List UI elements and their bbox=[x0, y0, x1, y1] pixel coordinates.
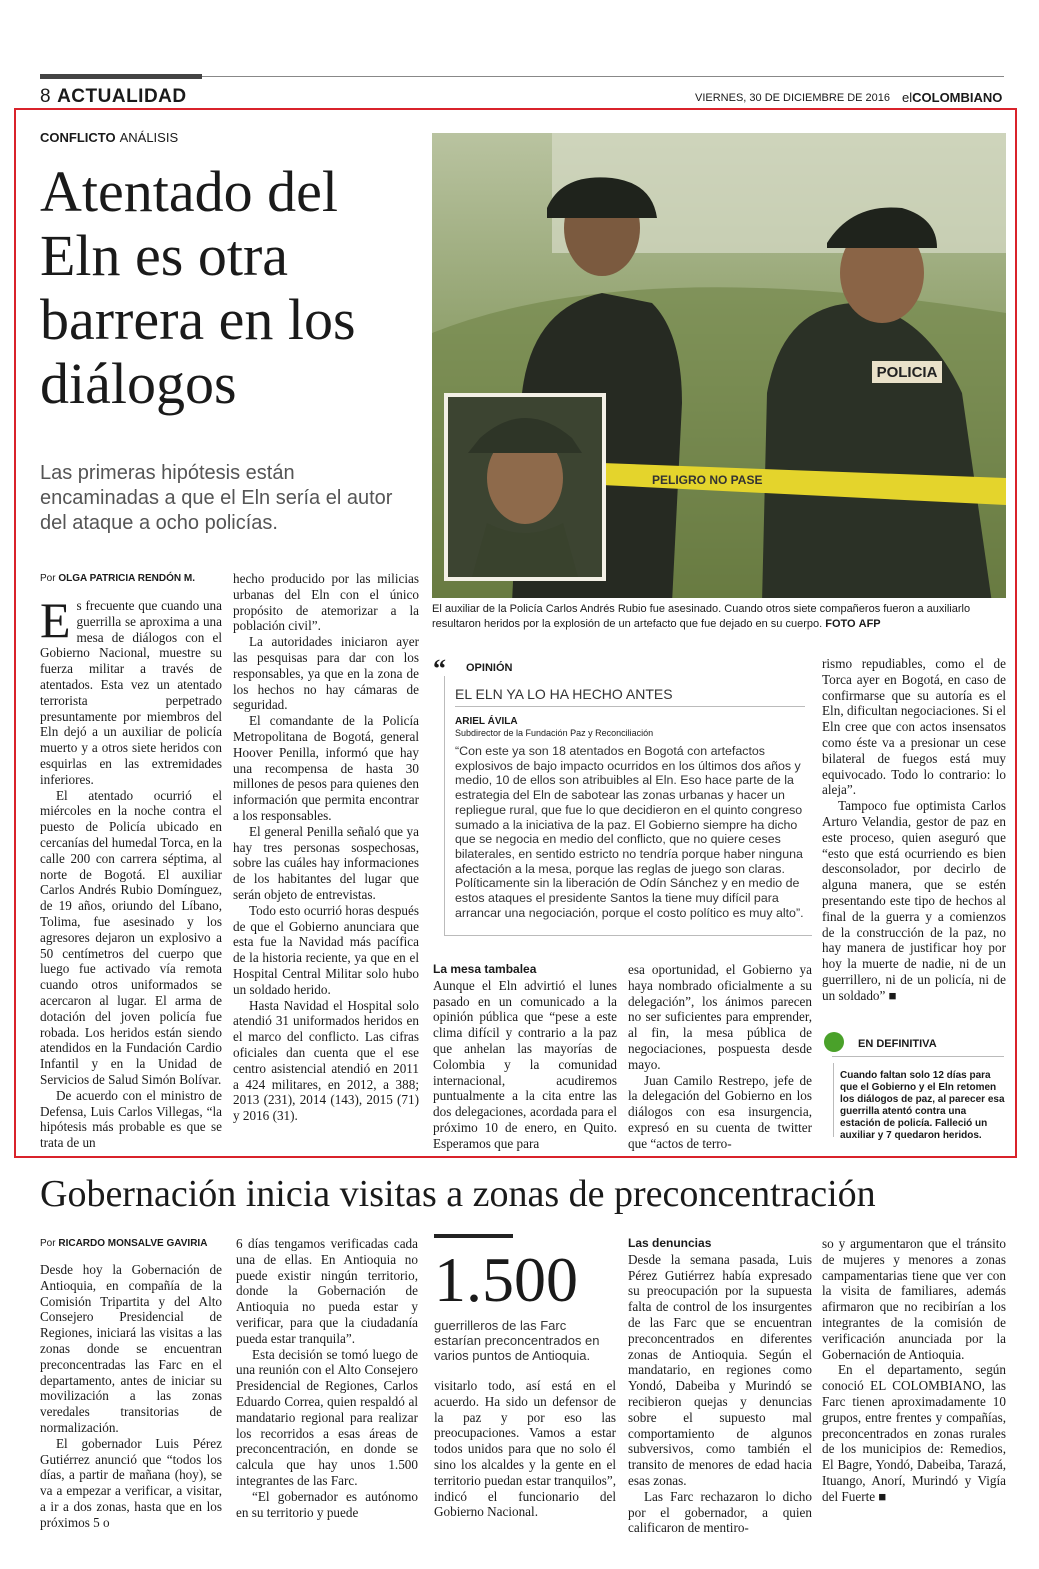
paragraph: visitarlo todo, así está en el acuerdo. Ha sido un defensor de la paz y por eso las preocupaciones. Vamos a estar todos unidos para que no solo él sino los alcaldes y la gente en el territorio puedan estar tranquilos”, indicó el funcionario del Gobierno Nacional. bbox=[434, 1378, 616, 1520]
quote-icon: “ bbox=[433, 654, 446, 683]
section-name: ACTUALIDAD bbox=[57, 86, 187, 107]
logo-name: COLOMBIANO bbox=[912, 90, 1003, 105]
byline bbox=[40, 573, 195, 584]
paragraph: En el departamento, según conoció EL COLOMBIANO, las Farc tienen aproximadamente 10 grupos, entre frentes y compañías, preconcentrados en zonas rurales de los municipios de: Remedios, El Bagre, Yondó, Dabeiba, Tarazá, Ituango, Anorí, Murindó y Vigía del Fuerte ■ bbox=[822, 1362, 1006, 1504]
article-headline: Atentado del Eln es otra barrera en los diálogos bbox=[40, 159, 356, 416]
photo-credit-label: FOTO bbox=[825, 618, 856, 630]
drop-cap: E bbox=[40, 592, 71, 648]
photo-illustration bbox=[432, 133, 1006, 598]
paragraph: 6 días tengamos verificadas cada una de ellas. En Antioquia no puede existir ningún territorio, donde la Gobernación de Antioquia no pueda estar y verificar, para que la ciudadanía pueda estar tranquila”. bbox=[236, 1236, 418, 1346]
article2-column-5 bbox=[822, 1236, 1006, 1505]
paragraph: Aunque el Eln advirtió el lunes pasado en un comunicado a la opinión pública que “pese a este clima difícil y contrario a la paz que anhelan las mayorías de Colombia y la comunidad internacional, acudiremos puntualmente a la cita entre las dos delegaciones, acordada para el próximo 10 de enero, en Quito. Esperamos que para bbox=[433, 977, 617, 1151]
paragraph: so y argumentaron que el tránsito de mujeres y menores a zonas campamentarias tiene que ver con la visita de familiares, además afirmaron que no recibirían a los integrantes de la comisión de verificación anunciada por la Gobernación de Antioquia. bbox=[822, 1236, 1006, 1362]
paragraph: De acuerdo con el ministro de Defensa, Luis Carlos Villegas, “la hipótesis más probable es que se trata de un bbox=[40, 1087, 222, 1151]
paragraph: rismo repudiables, como el de Torca ayer en Bogotá, en caso de confirmarse que su autoría es el Eln, dificultan negociaciones. Si el Eln cree que con actos insensatos como éste va a presionar un cese bilateral de fuegos está muy equivocado. Todo lo contrario: lo aleja”. bbox=[822, 656, 1006, 798]
paragraph: El gobernador Luis Pérez Gutiérrez anunció que “todos los días, a partir de mañana (hoy), se va a empezar a verificar, a visitar, a ir a dos zonas, hasta que en los próximos 5 o bbox=[40, 1435, 222, 1530]
article1-column-3 bbox=[433, 962, 617, 1152]
byline-name: RICARDO MONSALVE GAVIRIA bbox=[58, 1238, 208, 1249]
article2-column-4 bbox=[628, 1236, 812, 1536]
opinion-label: OPINIÓN bbox=[466, 662, 513, 674]
paragraph bbox=[40, 592, 222, 788]
subhead: Las denuncias bbox=[628, 1236, 712, 1250]
stat-caption: guerrilleros de las Farc estarían preconcentrados en varios puntos de Antioquia. bbox=[434, 1318, 600, 1363]
stat-number: 1.500 bbox=[434, 1244, 578, 1315]
en-definitiva-icon bbox=[824, 1032, 844, 1052]
issue-date: VIERNES, 30 DE DICIEMBRE DE 2016 bbox=[695, 92, 891, 104]
paragraph: La autoridades iniciaron ayer las pesquisas para dar con los responsables, ya que en la zona de los hechos no hay cámaras de seguridad. bbox=[233, 634, 419, 713]
paragraph: Hasta Navidad el Hospital solo atendió 31 uniformados heridos en el marco del conflicto. Las cifras oficiales dan cuenta que el ese centro asistencial atendió en 2011 a 424 militares, en 2012, a 388; 2013 (231), 2014 (143), 2015 (71) y 2016 (31). bbox=[233, 997, 419, 1124]
byline-prefix: Por bbox=[40, 573, 56, 584]
article1-column-1 bbox=[40, 592, 222, 1151]
header-bar bbox=[40, 74, 202, 79]
opinion-role: Subdirector de la Fundación Paz y Reconciliación bbox=[455, 728, 654, 738]
badge-text: POLICIA bbox=[876, 364, 938, 381]
article1-column-5 bbox=[822, 656, 1006, 1004]
photo-caption bbox=[432, 602, 1006, 632]
kicker bbox=[40, 130, 178, 145]
tape-text: PELIGRO NO PASE bbox=[652, 473, 763, 487]
article2-column-2 bbox=[236, 1236, 418, 1520]
kicker-rest: ANÁLISIS bbox=[119, 130, 179, 145]
article2-column-1 bbox=[40, 1262, 222, 1531]
paragraph: hecho producido por las milicias urbanas del Eln con el único propósito de atemorizar a la población civil”. bbox=[233, 571, 419, 634]
paragraph: Tampoco fue optimista Carlos Arturo Velandia, gestor de paz en este proceso, quien aseguró que “esto que está ocurriendo es bien desconsolador, por decirlo de alguna manera, que se estén presentando este tipo de hechos al final de la guerra y a comienzos de la construcción de la paz, no hay manera de justificar hoy por hoy la muerte de nadie, ni de un guerrillero, ni de un policía, ni de un soldado” ■ bbox=[822, 798, 1006, 1003]
article2-column-3 bbox=[434, 1378, 616, 1520]
opinion-text: “Con este ya son 18 atentados en Bogotá con artefactos explosivos de bajo impacto ocurridos en los últimos dos años y medio, 10 de ellos son atribuibles al Eln. Eso hace parte de la estrategia del Eln de sabotear las zonas urbanas y hacer un repliegue rural, que fue lo que decidieron en el quinto congreso sumado a la iniciativa de la paz. El Gobierno siempre ha dicho que se negocia en medio del conflicto, que no quiere ceses bilaterales, en sentido estricto no tendría porque haber ninguna afectación a la mesa, porque las reglas de juego son claras. Políticamente sin la liberación de Odín Sánchez y en medio de estos ataques el presidente Santos la tiene muy difícil para arrancar una negociación, porque el costo político es muy alto”. bbox=[455, 744, 804, 920]
subhead: La mesa tambalea bbox=[433, 962, 537, 976]
paragraph: Esta decisión se tomó luego de una reunión con el Alto Consejero Presidencial de Regiones, Carlos Eduardo Correa, quien respaldó al mandatario regional para realizar los recorridos a esas áreas de preconcentración, en donde se calcula que hay unos 1.500 integrantes de las Farc. bbox=[236, 1346, 418, 1488]
paragraph: Desde hoy la Gobernación de Antioquia, en compañía de la Comisión Tripartita y del Alto Consejero Presidencial de Regiones, iniciará las visitas a las zonas donde se encuentran preconcentradas las Farc en el departamento, antes de iniciar su movilización a las zonas veredales transitorias de normalización. bbox=[40, 1262, 222, 1435]
byline-name: OLGA PATRICIA RENDÓN M. bbox=[58, 573, 196, 584]
byline bbox=[40, 1238, 207, 1249]
article-deck: Las primeras hipótesis están encaminadas a que el Eln sería el autor del ataque a ocho policías. bbox=[40, 462, 393, 534]
paragraph: El general Penilla señaló que ya hay tres personas sospechosas, sobre las cuáles hay informaciones de los habitantes del lugar que serán objeto de entrevistas. bbox=[233, 823, 419, 902]
caption-text: El auxiliar de la Policía Carlos Andrés Rubio fue asesinado. Cuando otros siete compañeros fueron a auxiliarlo resultaron heridos por la explosión de un artefacto que fue dejado en su cuerpo. bbox=[432, 603, 971, 630]
stat-rule bbox=[434, 1234, 513, 1238]
article1-column-2 bbox=[233, 571, 419, 1124]
article2-headline: Gobernación inicia visitas a zonas de preconcentración bbox=[40, 1173, 876, 1215]
header-rule bbox=[202, 76, 1004, 77]
opinion-rule bbox=[455, 706, 805, 707]
article1-column-4 bbox=[628, 962, 812, 1152]
paragraph: El comandante de la Policía Metropolitana de Bogotá, general Hoover Penilla, informó que hay una recompensa de hasta 30 millones de pesos para quienes den información que permita encontrar a los responsables. bbox=[233, 713, 419, 823]
paragraph: Juan Camilo Restrepo, jefe de la delegación del Gobierno en los diálogos con esa insurgencia, expresó en su cuenta de twitter que “actos de terro- bbox=[628, 1072, 812, 1151]
opinion-title: EL ELN YA LO HA HECHO ANTES bbox=[455, 686, 673, 702]
paragraph: El atentado ocurrió el miércoles en la noche contra el puesto de Policía ubicado en cercanías del humedal Torca, en la calle 200 con carrera séptima, al norte de Bogotá. El auxiliar Carlos Andrés Rubio Domínguez, de 19 años, oriundo del Líbano, Tolima, fue asesinado y los agresores dejaron un explosivo a 50 centímetros del cuerpo que luego fue activado vía remota cuando otros uniformados se acercaron al lugar. El arma de dotación del joven policía fue robada. Los heridos están siendo atendidos en la Fundación Cardio Infantil y en la Unidad de Servicios de Salud Simón Bolívar. bbox=[40, 787, 222, 1087]
page-section bbox=[40, 86, 187, 108]
paragraph: esa oportunidad, el Gobierno ya haya nombrado oficialmente a su delegación”, los ánimos parecen no ser suficientes para emprender, al fin, la mesa pública de negociaciones, pospuesta desde mayo. bbox=[628, 962, 812, 1072]
paragraph: Desde la semana pasada, Luis Pérez Gutiérrez había expresado su preocupación por la supuesta falta de control de los insurgentes de las Farc que se encuentran preconcentrados en diferentes zonas de Antioquia. Según el mandatario, en regiones como Yondó, Dabeiba y Murindó se recibieron quejas y denuncias sobre el supuesto mal comportamiento de algunos subversivos, como también el transito de menores de edad hacia esas zonas. bbox=[628, 1251, 812, 1488]
photo-credit: AFP bbox=[858, 618, 881, 630]
en-definitiva-text: Cuando faltan solo 12 días para que el Gobierno y el Eln retomen los diálogos de paz, al parecer esa guerrilla atentó contra una estación de policía. Falleció un auxiliar y 7 quedaron heridos. bbox=[840, 1070, 1005, 1141]
paragraph: Las Farc rechazaron lo dicho por el gobernador, a quien calificaron de mentiro- bbox=[628, 1488, 812, 1536]
newspaper-logo bbox=[902, 90, 1002, 105]
news-photo bbox=[432, 133, 1006, 598]
en-definitiva-vrule bbox=[833, 1063, 834, 1137]
en-definitiva-label: EN DEFINITIVA bbox=[858, 1038, 937, 1050]
kicker-bold: CONFLICTO bbox=[40, 130, 116, 145]
paragraph: Todo esto ocurrió horas después de que el Gobierno anunciara que esta fue la Navidad más pacífica de la historia reciente, ya que en el Hospital Central Militar solo hubo un soldado herido. bbox=[233, 902, 419, 997]
page-number: 8 bbox=[40, 86, 52, 107]
paragraph-text: s frecuente que cuando una guerrilla se aproxima a una mesa de diálogos con el Gobierno Nacional, muestre su fuerza militar a través de atentados. Esta vez un atentado terrorista perpetrado presuntamente por miembros del Eln dejó a un auxiliar de policía muerto y a otros siete heridos con esquirlas en las extremidades inferiores. bbox=[40, 598, 222, 787]
logo-prefix: el bbox=[902, 90, 913, 105]
opinion-author: ARIEL ÁVILA bbox=[455, 716, 518, 727]
paragraph: “El gobernador es autónomo en su territorio y puede bbox=[236, 1488, 418, 1520]
en-definitiva-rule bbox=[832, 1056, 1004, 1057]
byline-prefix: Por bbox=[40, 1238, 56, 1249]
